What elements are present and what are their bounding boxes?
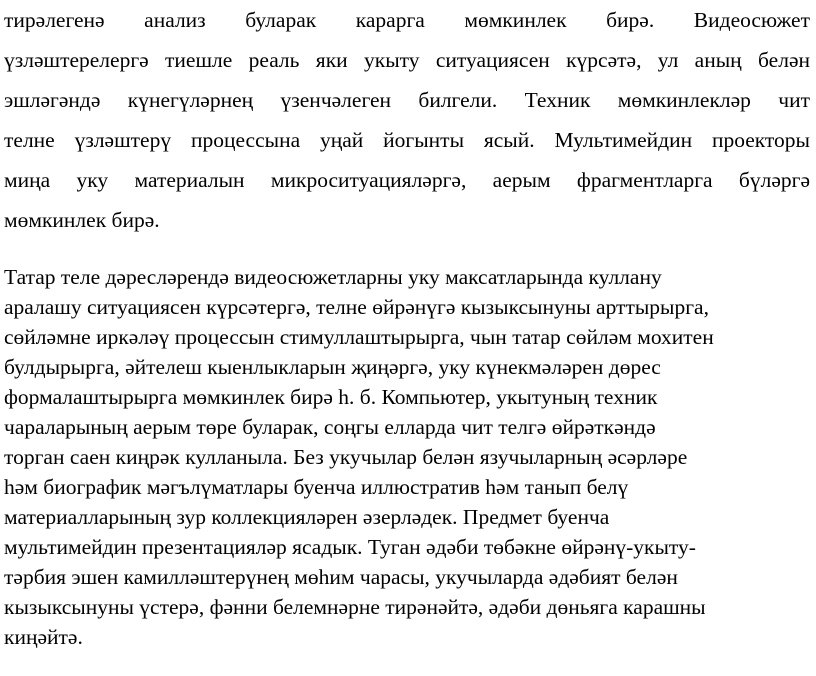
text-line: тәрбия эшен камилләштерүнең мөһим чарасы, укучыларда әдәбият белән: [4, 565, 678, 589]
text-line: үзләштерелергә тиешле реаль яки укыту ситуациясен күрсәтә, ул аның белән: [4, 48, 810, 72]
text-line: Татар теле дәресләрендә видеосюжетларны уку максатларында куллану: [4, 265, 662, 289]
text-line: формалаштырырга мөмкинлек бирә һ. б. Компьютер, укытуның техник: [4, 385, 658, 409]
text-line: булдырырга, әйтелеш кыенлыкларын җиңәргә, уку күнекмәләрен дөрес: [4, 355, 661, 379]
text-line: тирәлегенә анализ буларак карарга мөмкинлек бирә. Видеосюжет: [4, 8, 810, 32]
text-line: миңа уку материалын микроситуацияләргә, аерым фрагментларга бүләргә: [4, 168, 810, 192]
text-line: телне үзләштерү процессына уңай йогынты ясый. Мультимейдин проекторы: [4, 128, 810, 152]
text-line: һәм биографик мәгълүматлары буенча иллюстратив һәм танып белү: [4, 475, 629, 499]
text-line: киңәйтә.: [4, 625, 83, 649]
text-line: сөйләмне иркәләү процессын стимуллаштырырга, чын татар сөйләм мохитен: [4, 325, 714, 349]
text-line: аралашу ситуациясен күрсәтергә, телне өйрәнүгә кызыксынуны арттырырга,: [4, 295, 709, 319]
text-line: чараларының аерым төре буларак, соңгы елларда чит телгә өйрәткәндә: [4, 415, 656, 439]
text-line: торган саен киңрәк кулланыла. Без укучылар белән язучыларның әсәрләре: [4, 445, 688, 469]
text-line: мультимейдин презентацияләр ясадык. Туган әдәби төбәкне өйрәнү-укыту-: [4, 535, 696, 559]
text-line: эшләгәндә күнегүләрнең үзенчәлеген билгели. Техник мөмкинлекләр чит: [4, 88, 810, 112]
text-line: мөмкинлек бирә.: [4, 208, 160, 232]
paragraph-2: [4, 262, 810, 652]
text-line: кызыксынуны үстерә, фәнни белемнәрне тирәнәйтә, әдәби дөньяга карашны: [4, 595, 706, 619]
text-line: материалларының зур коллекцияләрен әзерләдек. Предмет буенча: [4, 505, 610, 529]
paragraph-1: [4, 0, 810, 240]
